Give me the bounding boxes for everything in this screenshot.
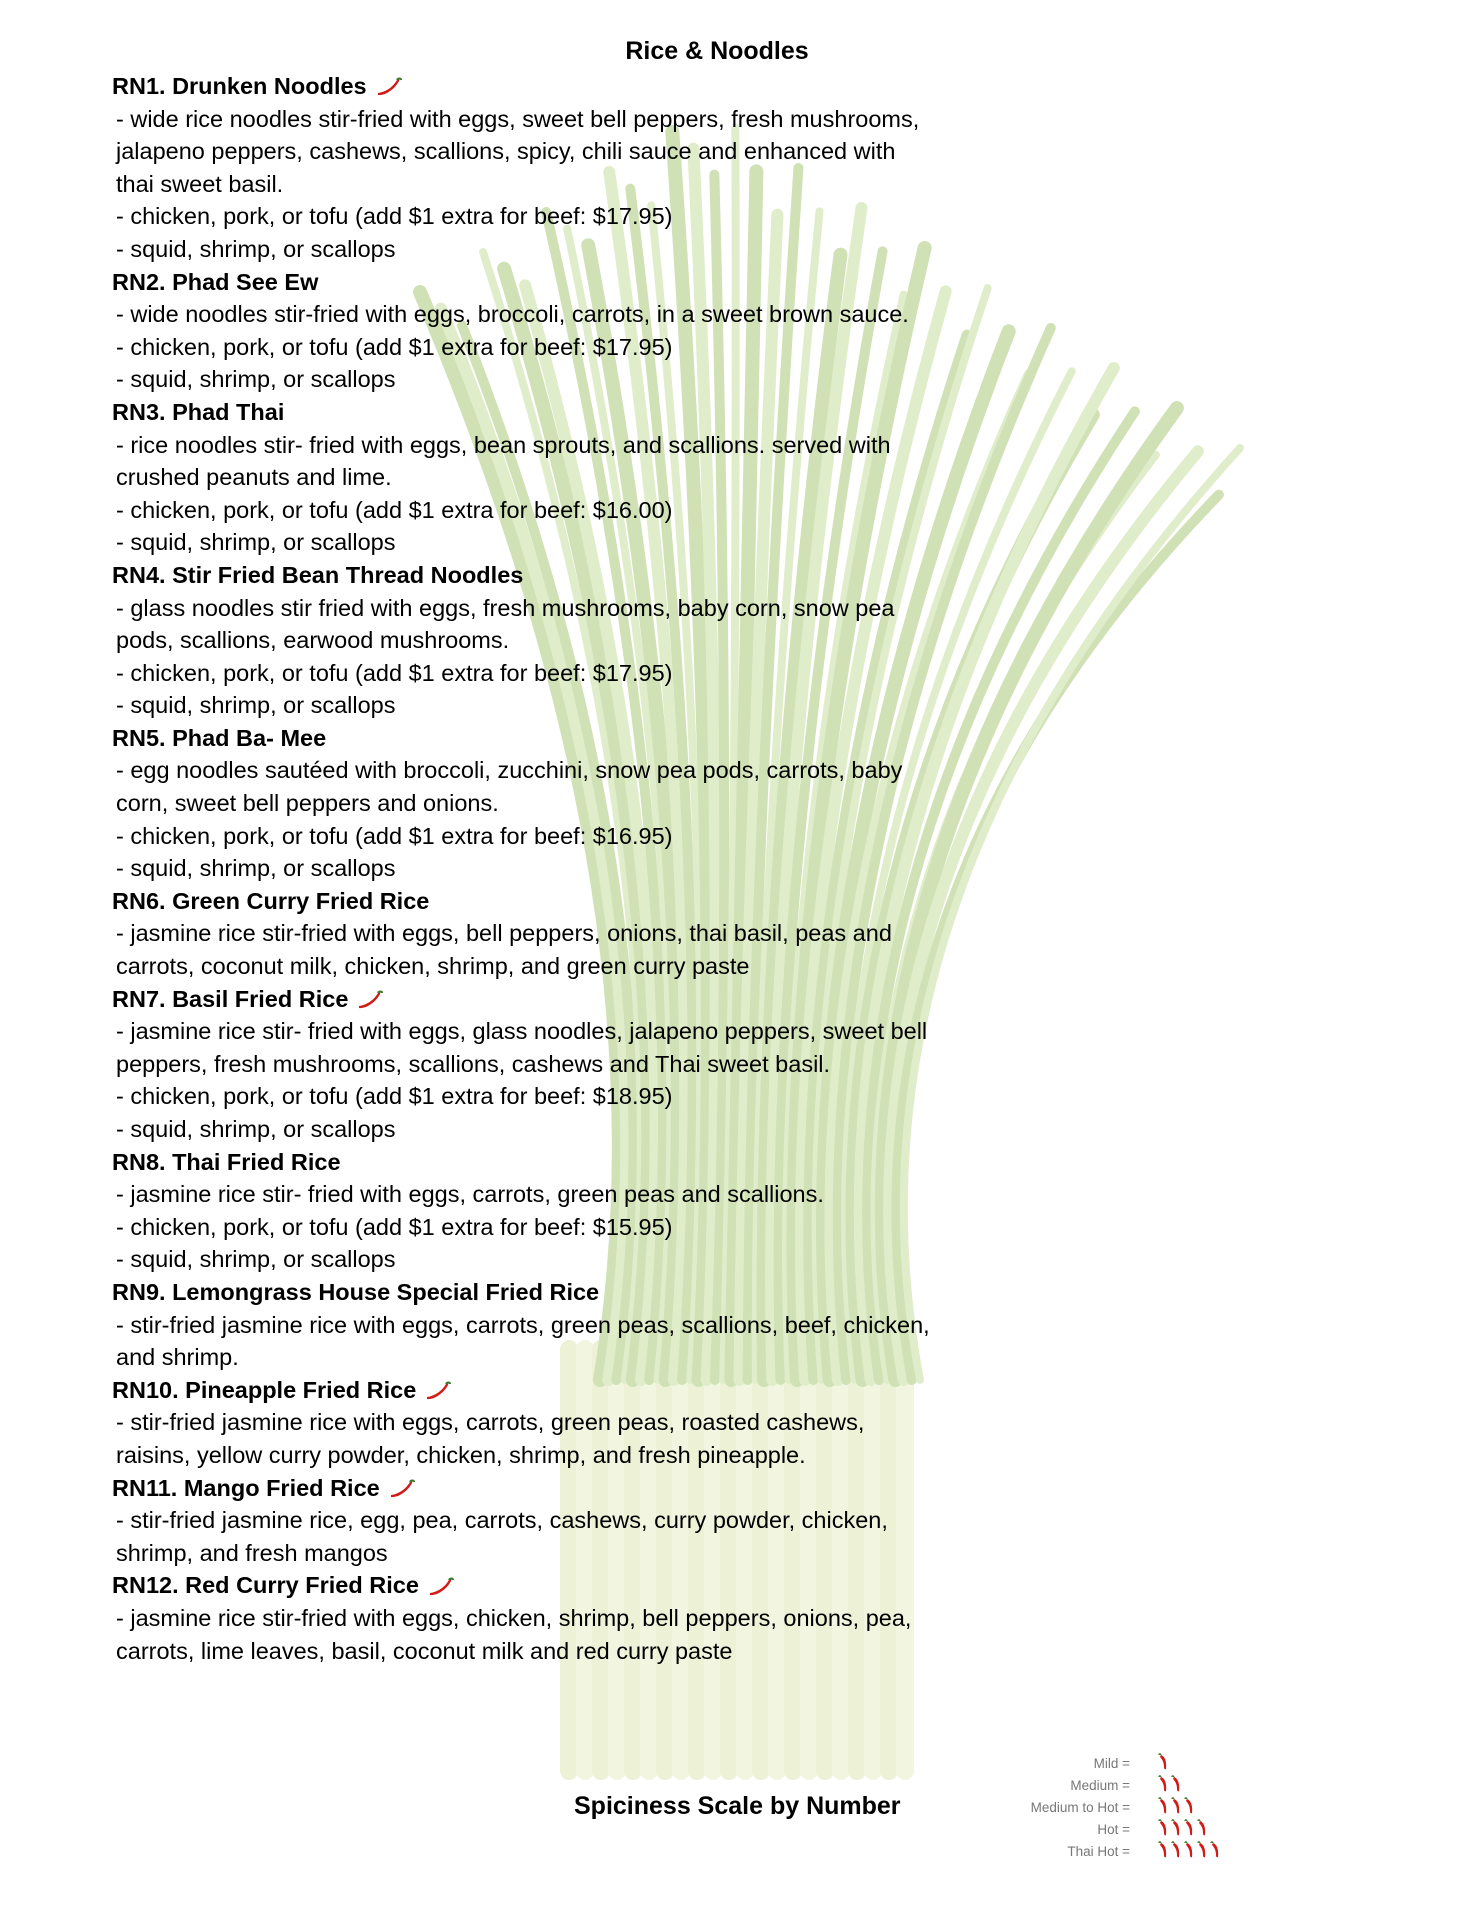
menu-item bbox=[112, 722, 932, 885]
menu-item-description: - wide rice noodles stir-fried with eggs, sweet bell peppers, fresh mushrooms, jalapeno peppers, cashews, scallions, spicy, chili sauce and enhanced with thai sweet basil. bbox=[116, 105, 920, 197]
menu-item bbox=[112, 396, 932, 559]
menu-item-option: - chicken, pork, or tofu (add $1 extra for beef: $16.95) bbox=[116, 822, 673, 849]
spiciness-scale-title: Spiciness Scale by Number bbox=[574, 1792, 901, 1820]
menu-item-title bbox=[112, 1276, 932, 1309]
menu-item-title-text: RN10. Pineapple Fried Rice bbox=[112, 1376, 417, 1403]
menu-item-option: - chicken, pork, or tofu (add $1 extra for beef: $17.95) bbox=[116, 333, 673, 360]
menu-item bbox=[112, 266, 932, 396]
menu-item-option: - chicken, pork, or tofu (add $1 extra for beef: $17.95) bbox=[116, 659, 673, 686]
menu-item-title-text: RN6. Green Curry Fried Rice bbox=[112, 887, 430, 914]
spiciness-legend bbox=[990, 1752, 1221, 1862]
menu-item-description: - wide noodles stir-fried with eggs, broccoli, carrots, in a sweet brown sauce. bbox=[116, 301, 909, 328]
chili-pepper-icon bbox=[1171, 1797, 1182, 1818]
menu-item-option: - squid, shrimp, or scallops bbox=[116, 366, 396, 393]
menu-item bbox=[112, 885, 932, 983]
menu-item-option: - squid, shrimp, or scallops bbox=[116, 529, 396, 556]
chili-pepper-icon bbox=[1158, 1841, 1169, 1862]
legend-label: Mild = bbox=[1093, 1755, 1130, 1771]
menu-item-title-text: RN1. Drunken Noodles bbox=[112, 73, 367, 99]
menu-item-title bbox=[112, 1569, 932, 1602]
legend-label: Medium to Hot = bbox=[1030, 1799, 1130, 1815]
chili-pepper-icon bbox=[1158, 1775, 1169, 1796]
menu-item-title bbox=[112, 559, 932, 592]
menu-item-option: - squid, shrimp, or scallops bbox=[116, 1246, 396, 1273]
chili-pepper-icon bbox=[1210, 1841, 1221, 1862]
chili-pepper-icon bbox=[356, 988, 384, 1010]
menu-item bbox=[112, 1472, 932, 1570]
menu-item-title bbox=[112, 396, 932, 429]
chili-pepper-icon bbox=[1171, 1775, 1182, 1796]
menu-item-option: - chicken, pork, or tofu (add $1 extra for beef: $16.00) bbox=[116, 496, 673, 523]
menu-item bbox=[112, 983, 932, 1146]
menu-item-option: - squid, shrimp, or scallops bbox=[116, 235, 396, 262]
chili-pepper-icon bbox=[1171, 1841, 1182, 1862]
menu-item-description: - glass noodles stir fried with eggs, fresh mushrooms, baby corn, snow pea pods, scallions, earwood mushrooms. bbox=[116, 594, 895, 654]
chili-pepper-icon bbox=[1158, 1797, 1169, 1818]
menu-item bbox=[112, 1146, 932, 1276]
menu-item-title bbox=[112, 70, 932, 103]
legend-row bbox=[990, 1840, 1221, 1862]
chili-pepper-icon bbox=[1184, 1841, 1195, 1862]
chili-pepper-icon bbox=[1197, 1819, 1208, 1840]
legend-label: Medium = bbox=[1070, 1777, 1130, 1793]
menu-item-option: - squid, shrimp, or scallops bbox=[116, 692, 396, 719]
menu-item-description: - egg noodles sautéed with broccoli, zucchini, snow pea pods, carrots, baby corn, sweet bell peppers and onions. bbox=[116, 757, 903, 817]
menu-item-option: - squid, shrimp, or scallops bbox=[116, 855, 396, 882]
chili-pepper-icon bbox=[1184, 1819, 1195, 1840]
menu-item bbox=[112, 1374, 932, 1472]
menu-item-description: - stir-fried jasmine rice, egg, pea, carrots, cashews, curry powder, chicken, shrimp, and fresh mangos bbox=[116, 1507, 888, 1566]
menu-item-description: - stir-fried jasmine rice with eggs, carrots, green peas, scallions, beef, chicken, and shrimp. bbox=[116, 1311, 930, 1371]
menu-item-title-text: RN5. Phad Ba- Mee bbox=[112, 724, 327, 751]
legend-pepper-icons bbox=[1158, 1775, 1182, 1796]
menu-item-title-text: RN3. Phad Thai bbox=[112, 398, 285, 425]
menu-item-option: - chicken, pork, or tofu (add $1 extra for beef: $17.95) bbox=[116, 203, 673, 230]
menu-item bbox=[112, 70, 932, 266]
legend-pepper-icons bbox=[1158, 1797, 1195, 1818]
menu-item-description: - jasmine rice stir- fried with eggs, glass noodles, jalapeno peppers, sweet bell peppers, fresh mushrooms, scallions, cashews and Thai sweet basil. bbox=[116, 1018, 928, 1077]
menu-item-title-text: RN9. Lemongrass House Special Fried Rice bbox=[112, 1278, 600, 1305]
legend-row bbox=[990, 1752, 1221, 1774]
chili-pepper-icon bbox=[388, 1477, 416, 1499]
legend-row bbox=[990, 1774, 1221, 1796]
menu-item-list bbox=[112, 70, 932, 1667]
menu-item-title bbox=[112, 266, 932, 299]
menu-item bbox=[112, 1276, 932, 1374]
menu-item-title bbox=[112, 1472, 932, 1505]
menu-item bbox=[112, 559, 932, 722]
legend-pepper-icons bbox=[1158, 1753, 1169, 1774]
menu-item-description: - jasmine rice stir-fried with eggs, bell peppers, onions, thai basil, peas and carrots, coconut milk, chicken, shrimp, and green curry paste bbox=[116, 920, 892, 980]
menu-item-option: - chicken, pork, or tofu (add $1 extra for beef: $15.95) bbox=[116, 1213, 673, 1240]
menu-item-title bbox=[112, 722, 932, 755]
menu-item bbox=[112, 1569, 932, 1667]
legend-pepper-icons bbox=[1158, 1819, 1208, 1840]
menu-item-title-text: RN11. Mango Fried Rice bbox=[112, 1474, 380, 1501]
chili-pepper-icon bbox=[1197, 1841, 1208, 1862]
menu-item-title bbox=[112, 983, 932, 1016]
chili-pepper-icon bbox=[1158, 1753, 1169, 1774]
menu-item-description: - stir-fried jasmine rice with eggs, carrots, green peas, roasted cashews, raisins, yellow curry powder, chicken, shrimp, and fresh pineapple. bbox=[116, 1409, 865, 1468]
page-title: Rice & Noodles bbox=[625, 37, 809, 65]
menu-item-title-text: RN7. Basil Fried Rice bbox=[112, 985, 349, 1012]
chili-pepper-icon bbox=[1171, 1819, 1182, 1840]
menu-item-description: - jasmine rice stir- fried with eggs, carrots, green peas and scallions. bbox=[116, 1181, 824, 1208]
menu-item-description: - jasmine rice stir-fried with eggs, chicken, shrimp, bell peppers, onions, pea, carrots, lime leaves, basil, coconut milk and red curry paste bbox=[116, 1604, 912, 1664]
chili-pepper-icon bbox=[427, 1575, 455, 1597]
legend-row bbox=[990, 1818, 1221, 1840]
legend-label: Hot = bbox=[1097, 1821, 1130, 1837]
chili-pepper-icon bbox=[375, 75, 403, 97]
chili-pepper-icon bbox=[1158, 1819, 1169, 1840]
menu-item-title-text: RN8. Thai Fried Rice bbox=[112, 1148, 341, 1175]
menu-item-title-text: RN4. Stir Fried Bean Thread Noodles bbox=[112, 561, 524, 588]
chili-pepper-icon bbox=[424, 1379, 452, 1401]
menu-item-option: - squid, shrimp, or scallops bbox=[116, 1116, 396, 1142]
menu-item-description: - rice noodles stir- fried with eggs, bean sprouts, and scallions. served with crushed peanuts and lime. bbox=[116, 431, 891, 491]
legend-pepper-icons bbox=[1158, 1841, 1221, 1862]
menu-item-option: - chicken, pork, or tofu (add $1 extra for beef: $18.95) bbox=[116, 1083, 673, 1110]
menu-item-title-text: RN12. Red Curry Fried Rice bbox=[112, 1572, 419, 1599]
menu-item-title bbox=[112, 1146, 932, 1179]
legend-label: Thai Hot = bbox=[1067, 1843, 1130, 1859]
chili-pepper-icon bbox=[1184, 1797, 1195, 1818]
menu-section bbox=[112, 32, 932, 1667]
menu-item-title bbox=[112, 1374, 932, 1407]
menu-item-title-text: RN2. Phad See Ew bbox=[112, 268, 319, 295]
legend-row bbox=[990, 1796, 1221, 1818]
menu-item-title bbox=[112, 885, 932, 918]
